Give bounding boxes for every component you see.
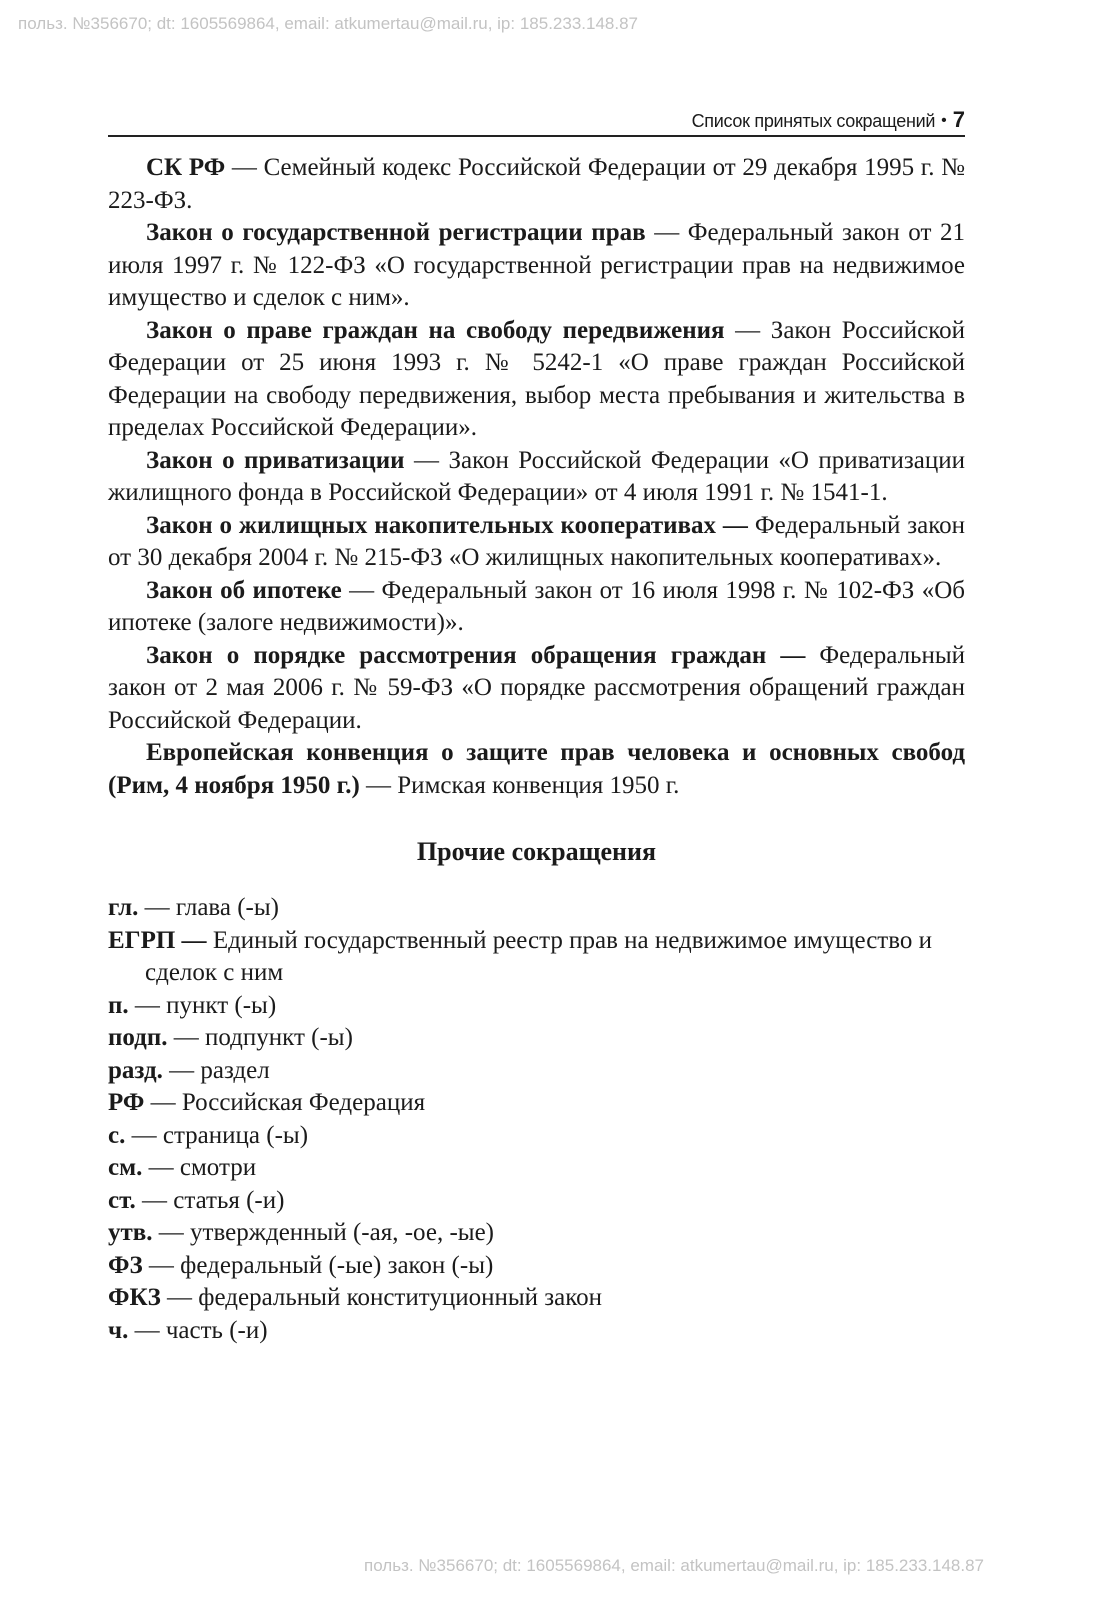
abbr-text: Единый государственный реестр прав на недвижимое имущество и сделок с ним [145, 926, 932, 986]
abbr-text: федеральный конституционный закон [198, 1284, 602, 1311]
list-item [108, 217, 965, 315]
abbr-separator: — [162, 1056, 201, 1084]
entry-separator [748, 512, 755, 539]
abbr-text: федеральный (-ые) закон (-ы) [180, 1251, 494, 1279]
entry-text: Федеральный закон от 21 июля 1997 г. № 122-ФЗ «О государственной регистрации прав на недвижимое имущество и сделок с ним». [108, 219, 965, 311]
entry-term: Закон о праве граждан на свободу передвижения [146, 316, 725, 344]
list-item [108, 990, 965, 1023]
abbr-term: РФ [108, 1089, 145, 1116]
abbr-separator: — [125, 1121, 163, 1149]
abbr-term: ст. [108, 1186, 136, 1214]
abbr-separator: — [167, 1024, 205, 1051]
running-head [108, 104, 965, 137]
entry-term: Закон о жилищных накопительных кооперативах — [146, 511, 748, 539]
abbr-text: подпункт (-ы) [205, 1024, 353, 1051]
section-heading: Прочие сокращения [416, 837, 657, 866]
entry-separator: — [341, 576, 382, 604]
list-item [108, 510, 965, 575]
abbr-text: смотри [179, 1154, 257, 1181]
abbr-text: раздел [200, 1056, 270, 1084]
abbr-text: глава (-ы) [175, 894, 280, 921]
entry-text: Федеральный закон от 30 декабря 2004 г. № 215-ФЗ «О жилищных накопительных кооперативах». [108, 511, 966, 571]
list-item [108, 445, 965, 510]
running-head-title: Список принятых сокращений [691, 111, 936, 131]
entry-separator: — [404, 446, 449, 474]
list-item [108, 575, 965, 640]
abbr-term: ФКЗ [108, 1284, 161, 1311]
abbr-term: п. [108, 991, 129, 1019]
abbr-term: разд. [108, 1056, 163, 1084]
entry-text: Федеральный закон от 2 мая 2006 г. № 59-ФЗ «О порядке рассмотрения обращений граждан Российской Федерации. [108, 641, 966, 734]
list-item [108, 1022, 965, 1055]
entry-text: Федеральный закон от 16 июля 1998 г. № 102-ФЗ «Об ипотеке (залоге недвижимости)». [108, 576, 965, 636]
abbr-separator: — [160, 1284, 199, 1311]
list-item [108, 1087, 965, 1120]
entry-separator: — [359, 771, 398, 799]
list-item [108, 925, 965, 990]
list-item [108, 1152, 965, 1185]
list-item [108, 1250, 965, 1283]
abbr-term: ч. [108, 1316, 129, 1344]
abbr-text: пункт (-ы) [166, 991, 277, 1019]
abbr-term: ФЗ [108, 1251, 143, 1279]
entry-term: Закон о приватизации [146, 446, 405, 474]
list-item [108, 152, 965, 217]
abbr-text: статья (-и) [173, 1186, 285, 1214]
abbr-separator: — [152, 1219, 191, 1246]
list-item [108, 892, 965, 925]
entry-text: Закон Российской Федерации «О приватизации жилищного фонда в Российской Федерации» от 4 июля 1991 г. № 1541-1. [108, 446, 966, 506]
entry-term: Закон об ипотеке [146, 576, 342, 604]
list-item [108, 1055, 965, 1088]
abbr-text: страница (-ы) [162, 1121, 309, 1149]
abbr-separator: — [144, 1089, 182, 1116]
abbr-separator: — [142, 1251, 181, 1279]
abbr-separator: — [135, 1186, 174, 1214]
abbr-separator: — [142, 1154, 180, 1181]
law-abbreviation-list [108, 152, 965, 802]
abbr-term: утв. [108, 1219, 153, 1246]
abbr-text: утвержденный (-ая, -ое, -ые) [190, 1219, 494, 1246]
page-body [108, 152, 965, 1347]
other-abbreviation-list [108, 892, 965, 1347]
list-item [108, 1315, 965, 1348]
entry-separator: — [225, 154, 264, 181]
abbr-term: с. [108, 1121, 126, 1149]
abbr-term: ЕГРП — [108, 926, 207, 954]
entry-text: Римская конвенция 1950 г. [397, 771, 680, 799]
list-item [108, 1217, 965, 1250]
abbr-text: Российская Федерация [181, 1089, 426, 1116]
entry-term: СК РФ [146, 154, 226, 181]
watermark-bottom: польз. №356670; dt: 1605569864, email: atkumertau@mail.ru, ip: 185.233.148.87 [364, 1556, 985, 1575]
page-number: 7 [952, 107, 965, 132]
list-item [108, 737, 965, 802]
entry-term: Европейская конвенция о защите прав человека и основных свобод (Рим, 4 ноября 1950 г.) [108, 739, 965, 799]
abbr-separator: — [128, 1316, 166, 1344]
entry-text: Семейный кодекс Российской Федерации от 29 декабря 1995 г. № 223-ФЗ. [108, 154, 966, 214]
list-item [108, 1120, 965, 1153]
abbr-term: подп. [108, 1024, 168, 1051]
abbr-separator: — [138, 894, 176, 921]
abbr-term: см. [108, 1154, 143, 1181]
list-item [108, 1185, 965, 1218]
bullet-icon: • [941, 112, 947, 129]
watermark-top: польз. №356670; dt: 1605569864, email: atkumertau@mail.ru, ip: 185.233.148.87 [18, 14, 639, 33]
entry-separator [805, 642, 819, 669]
entry-separator: — [645, 219, 688, 246]
abbr-separator: — [128, 991, 167, 1019]
abbr-text: часть (-и) [165, 1316, 268, 1344]
entry-term: Закон о порядке рассмотрения обращения граждан — [146, 641, 806, 669]
list-item [108, 640, 965, 738]
entry-term: Закон о государственной регистрации прав [146, 219, 646, 246]
entry-text: Закон Российской Федерации от 25 июня 1993 г. № 5242-1 «О праве граждан Российской Федерации на свободу передвижения, выбор места пребывания и жительства в пределах Российской Федерации». [108, 316, 965, 441]
entry-separator: — [724, 316, 771, 344]
list-item [108, 315, 965, 445]
abbr-term: гл. [108, 894, 139, 921]
list-item [108, 1282, 965, 1315]
